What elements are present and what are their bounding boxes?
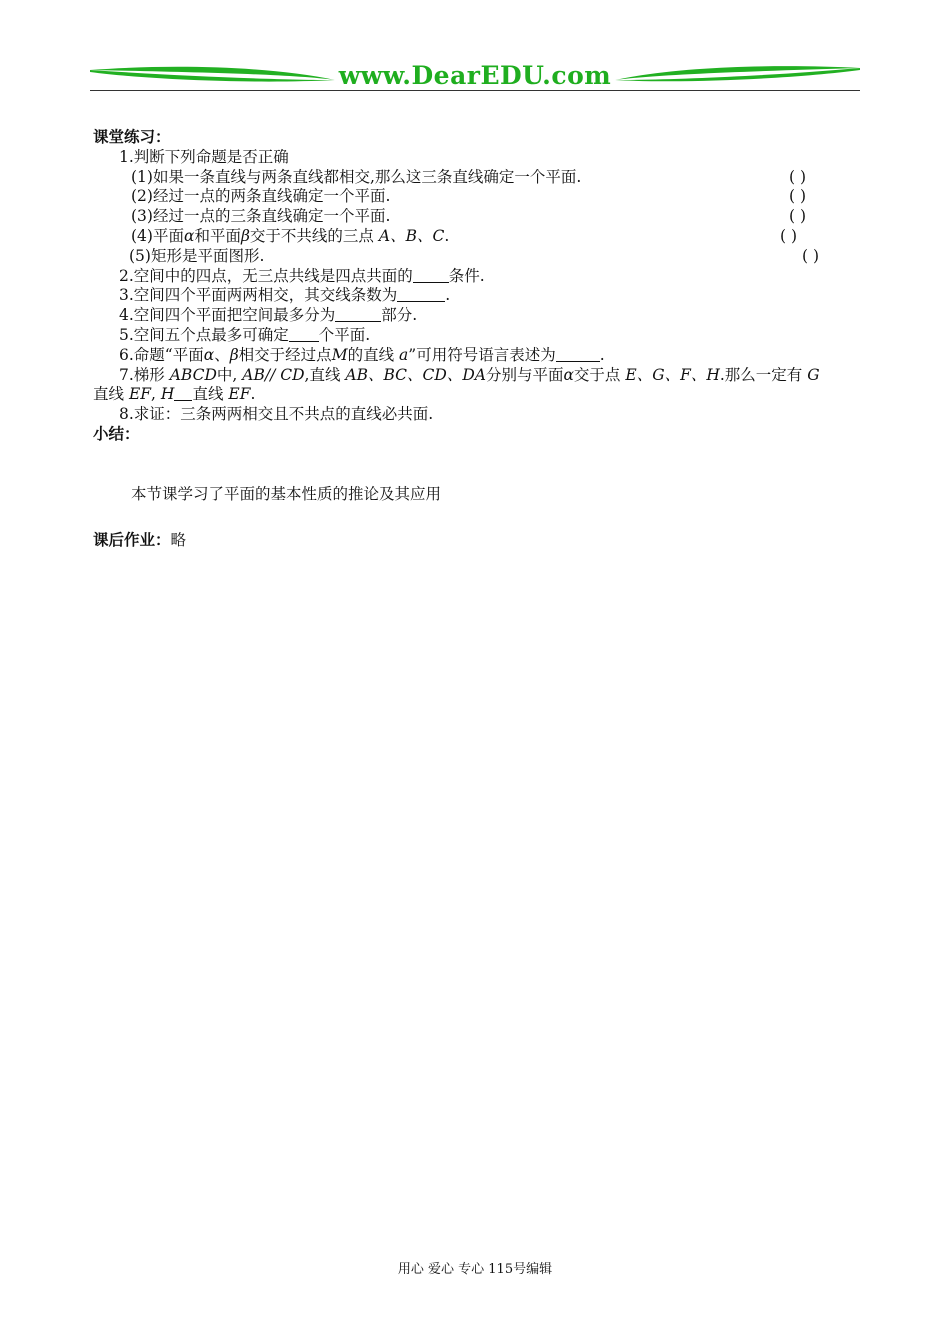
answer-blank <box>174 385 192 401</box>
question-7-line-1: 7.梯形 ABCD 中, AB// CD ,直线 AB、BC、CD、DA 分别与平面 α 交于点 E、G、F、H .那么一定有 G <box>119 365 820 384</box>
page-footer: 用心 爱心 专心 115号编辑 <box>397 1262 553 1277</box>
alpha-symbol: α <box>203 345 215 364</box>
answer-blank <box>413 267 449 283</box>
header-divider <box>90 90 860 91</box>
beta-symbol: β <box>240 226 250 245</box>
answer-parentheses: ( ) <box>779 226 797 245</box>
question-6: 6.命题“平面 α 、 β 相交于经过点 M 的直线 a ”可用符号语言表述为 . <box>119 345 605 364</box>
question-1-item-4: (4)平面 α 和平面 β 交于不共线的三点 A、B、C . ( ) <box>131 226 797 245</box>
question-1-item-2: (2)经过一点的两条直线确定一个平面. ( ) <box>131 187 806 206</box>
homework-text: 略 <box>170 530 187 549</box>
line-a: a <box>399 345 409 364</box>
summary-text: 本节课学习了平面的基本性质的推论及其应用 <box>131 484 442 503</box>
point-m: M <box>331 345 348 364</box>
homework-title: 课后作业： <box>93 530 171 549</box>
points-abc: A、B、C <box>378 226 445 245</box>
document-body <box>93 128 868 550</box>
answer-blank <box>397 286 445 302</box>
practice-title: 课堂练习： <box>93 128 171 146</box>
question-1-item-1: (1)如果一条直线与两条直线都相交,那么这三条直线确定一个平面. ( ) <box>131 167 806 186</box>
question-4: 4.空间四个平面把空间最多分为 部分. <box>119 306 418 325</box>
alpha-symbol: α <box>563 365 574 384</box>
answer-parentheses: ( ) <box>788 167 806 186</box>
alpha-symbol: α <box>183 226 195 245</box>
answer-parentheses: ( ) <box>801 246 819 265</box>
homework-line <box>93 531 868 551</box>
site-logo-text: www.DearEDU.com <box>338 61 612 90</box>
question-8: 8.求证：三条两两相交且不共点的直线必共面. <box>119 405 434 424</box>
question-7-line-2: 直线 EF , H 直线 EF . <box>93 385 256 404</box>
question-3: 3.空间四个平面两两相交，其交线条数为 . <box>119 286 451 305</box>
answer-blank <box>289 326 319 342</box>
question-1-item-3: (3)经过一点的三条直线确定一个平面. ( ) <box>131 207 806 226</box>
question-1-intro: 1.判断下列命题是否正确 <box>119 147 289 166</box>
site-header-banner <box>90 58 860 98</box>
summary-title: 小结： <box>93 424 140 443</box>
beta-symbol: β <box>229 345 239 364</box>
answer-blank <box>335 306 381 322</box>
answer-parentheses: ( ) <box>788 187 806 206</box>
answer-blank <box>556 346 600 362</box>
question-1-item-5: (5)矩形是平面图形. ( ) <box>129 246 819 265</box>
answer-parentheses: ( ) <box>788 207 806 226</box>
question-5: 5.空间五个点最多可确定 个平面. <box>119 325 371 344</box>
question-2: 2.空间中的四点，无三点共线是四点共面的 条件. <box>119 266 485 285</box>
